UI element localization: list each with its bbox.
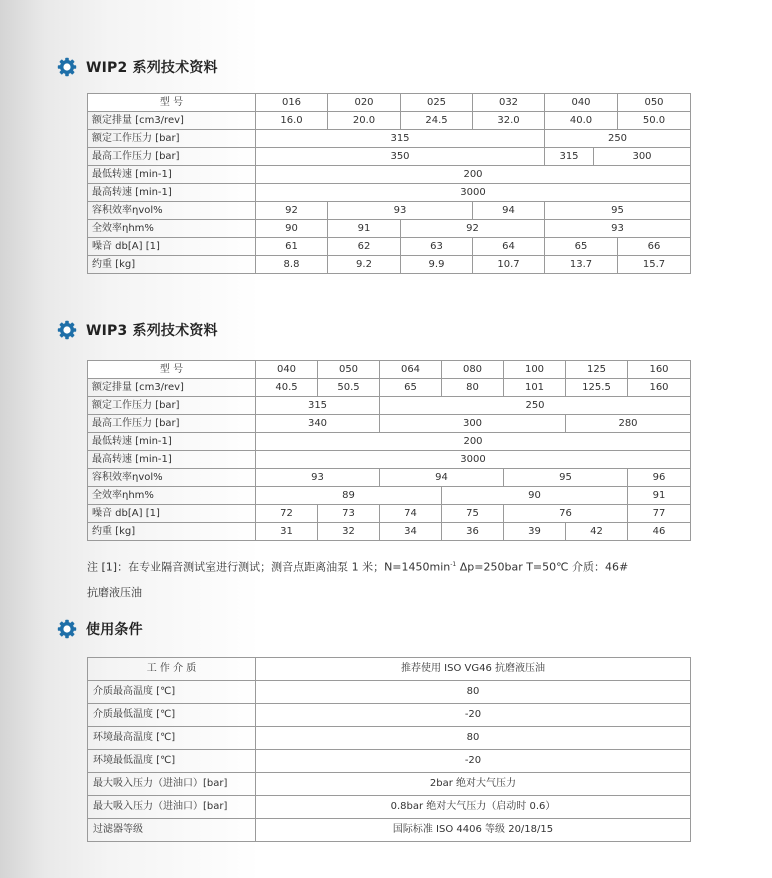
section-title-text: 使用条件: [86, 622, 143, 638]
model-cell: 160: [628, 361, 691, 379]
note-text: Δp=250bar T=50℃ 介质：46#: [456, 560, 629, 574]
table-row: [88, 469, 691, 487]
model-cell: 016: [256, 94, 328, 112]
row-label: 额定工作压力 [bar]: [88, 397, 256, 415]
table-cell: 32: [318, 523, 380, 541]
table-cell: 66: [618, 238, 691, 256]
row-label: 全效率ηhm%: [88, 220, 256, 238]
table-cell: 315: [256, 130, 545, 148]
table-cell: 16.0: [256, 112, 328, 130]
row-label: 额定排量 [cm3/rev]: [88, 379, 256, 397]
table-row: [88, 94, 691, 112]
table-cell: 350: [256, 148, 545, 166]
row-label: 最大吸入压力（进油口）[bar]: [88, 773, 256, 796]
table-row: [88, 704, 691, 727]
table-row: [88, 166, 691, 184]
table-cell: 93: [545, 220, 691, 238]
table-cell: 62: [328, 238, 401, 256]
gear-icon: [57, 57, 77, 77]
table-cell: 61: [256, 238, 328, 256]
table-cell: 315: [256, 397, 380, 415]
table-cell: 76: [504, 505, 628, 523]
table-cell: 0.8bar 绝对大气压力（启动时 0.6）: [256, 796, 691, 819]
row-label: 约重 [kg]: [88, 523, 256, 541]
model-cell: 032: [473, 94, 545, 112]
table-cell: 推荐使用 ISO VG46 抗磨液压油: [256, 658, 691, 681]
table-cell: 65: [545, 238, 618, 256]
row-label: 最低转速 [min-1]: [88, 166, 256, 184]
row-label: 最高工作压力 [bar]: [88, 415, 256, 433]
table-cell: 9.2: [328, 256, 401, 274]
table-cell: 80: [442, 379, 504, 397]
gear-icon: [57, 320, 77, 340]
table-row: [88, 750, 691, 773]
table-row: [88, 487, 691, 505]
table-row: [88, 819, 691, 842]
table-cell: 34: [380, 523, 442, 541]
table-cell: 74: [380, 505, 442, 523]
table-cell: -20: [256, 750, 691, 773]
model-header-label: 型 号: [88, 94, 256, 112]
row-label: 约重 [kg]: [88, 256, 256, 274]
row-label: 额定工作压力 [bar]: [88, 130, 256, 148]
conditions-table: [87, 657, 691, 842]
table-row: [88, 238, 691, 256]
model-cell: 064: [380, 361, 442, 379]
gear-icon: [57, 619, 77, 639]
table-cell: 9.9: [401, 256, 473, 274]
model-cell: 040: [256, 361, 318, 379]
row-label: 容积效率ηvol%: [88, 202, 256, 220]
model-cell: 040: [545, 94, 618, 112]
note-text: 抗磨液压油: [87, 586, 142, 599]
table-cell: 96: [628, 469, 691, 487]
table-row: [88, 796, 691, 819]
table-cell: 94: [473, 202, 545, 220]
table-cell: 77: [628, 505, 691, 523]
table-cell: 92: [256, 202, 328, 220]
table-cell: 40.5: [256, 379, 318, 397]
table-cell: 160: [628, 379, 691, 397]
row-label: 过滤器等级: [88, 819, 256, 842]
table-row: [88, 379, 691, 397]
table-cell: 95: [504, 469, 628, 487]
table-cell: 2bar 绝对大气压力: [256, 773, 691, 796]
table-cell: 90: [442, 487, 628, 505]
table-cell: 50.5: [318, 379, 380, 397]
table-cell: 91: [628, 487, 691, 505]
table-cell: 340: [256, 415, 380, 433]
row-label: 最高转速 [min-1]: [88, 451, 256, 469]
model-cell: 050: [318, 361, 380, 379]
table-cell: 250: [545, 130, 691, 148]
section-title-conditions: [57, 617, 143, 641]
table-row: [88, 773, 691, 796]
table-cell: 250: [380, 397, 691, 415]
table-cell: 94: [380, 469, 504, 487]
table-cell: 64: [473, 238, 545, 256]
table-cell: 73: [318, 505, 380, 523]
table-cell: 101: [504, 379, 566, 397]
table-row: [88, 523, 691, 541]
table-cell: 31: [256, 523, 318, 541]
row-label: 介质最高温度 [℃]: [88, 681, 256, 704]
table-cell: 93: [328, 202, 473, 220]
row-label: 噪音 db[A] [1]: [88, 505, 256, 523]
table-cell: 72: [256, 505, 318, 523]
row-label: 最高转速 [min-1]: [88, 184, 256, 202]
row-label: 介质最低温度 [℃]: [88, 704, 256, 727]
table-row: [88, 505, 691, 523]
table-row: [88, 451, 691, 469]
model-cell: 020: [328, 94, 401, 112]
table-cell: 15.7: [618, 256, 691, 274]
table-cell: 200: [256, 433, 691, 451]
table-cell: 89: [256, 487, 442, 505]
table-row: [88, 202, 691, 220]
table-cell: 80: [256, 681, 691, 704]
model-cell: 125: [566, 361, 628, 379]
row-label: 环境最高温度 [℃]: [88, 727, 256, 750]
table-cell: 10.7: [473, 256, 545, 274]
table-cell: 40.0: [545, 112, 618, 130]
table-row: [88, 727, 691, 750]
model-cell: 080: [442, 361, 504, 379]
table-cell: 200: [256, 166, 691, 184]
row-label: 容积效率ηvol%: [88, 469, 256, 487]
table-cell: 50.0: [618, 112, 691, 130]
table-cell: 3000: [256, 184, 691, 202]
table-cell: 63: [401, 238, 473, 256]
table-row: [88, 681, 691, 704]
section-title-text: WIP3 系列技术资料: [86, 323, 218, 339]
table-cell: 39: [504, 523, 566, 541]
table-row: [88, 361, 691, 379]
model-cell: 025: [401, 94, 473, 112]
table-row: [88, 658, 691, 681]
note-text: 注 [1]：在专业隔音测试室进行测试；测音点距离油泵 1 米；N=1450min: [87, 560, 451, 574]
model-cell: 100: [504, 361, 566, 379]
table-cell: 13.7: [545, 256, 618, 274]
row-label: 环境最低温度 [℃]: [88, 750, 256, 773]
table-cell: 300: [380, 415, 566, 433]
note-superscript: -1: [450, 561, 457, 568]
section-title-wip2: [57, 55, 218, 79]
table-row: [88, 415, 691, 433]
table-cell: 280: [566, 415, 691, 433]
section-title-text: WIP2 系列技术资料: [86, 60, 218, 76]
table-cell: 95: [545, 202, 691, 220]
table-row: [88, 256, 691, 274]
table-row: [88, 220, 691, 238]
table-cell: 90: [256, 220, 328, 238]
table-cell: 93: [256, 469, 380, 487]
table-row: [88, 130, 691, 148]
row-label: 最高工作压力 [bar]: [88, 148, 256, 166]
row-label: 最低转速 [min-1]: [88, 433, 256, 451]
table-cell: 国际标准 ISO 4406 等级 20/18/15: [256, 819, 691, 842]
table-row: [88, 148, 691, 166]
table-cell: 20.0: [328, 112, 401, 130]
table-cell: 32.0: [473, 112, 545, 130]
table-cell: 36: [442, 523, 504, 541]
row-label: 工 作 介 质: [88, 658, 256, 681]
wip3-spec-table: [87, 360, 691, 541]
table-row: [88, 112, 691, 130]
section-title-wip3: [57, 318, 218, 342]
wip2-spec-table: [87, 93, 691, 274]
table-cell: 92: [401, 220, 545, 238]
model-header-label: 型 号: [88, 361, 256, 379]
row-label: 噪音 db[A] [1]: [88, 238, 256, 256]
table-cell: 300: [594, 148, 691, 166]
table-cell: 315: [545, 148, 594, 166]
table-row: [88, 184, 691, 202]
table-cell: -20: [256, 704, 691, 727]
table-cell: 8.8: [256, 256, 328, 274]
table-cell: 3000: [256, 451, 691, 469]
table-cell: 46: [628, 523, 691, 541]
test-note-line2: [87, 585, 707, 601]
table-cell: 80: [256, 727, 691, 750]
row-label: 最大吸入压力（进油口）[bar]: [88, 796, 256, 819]
row-label: 额定排量 [cm3/rev]: [88, 112, 256, 130]
table-cell: 42: [566, 523, 628, 541]
table-row: [88, 397, 691, 415]
model-cell: 050: [618, 94, 691, 112]
test-note: [87, 557, 707, 576]
table-row: [88, 433, 691, 451]
table-cell: 65: [380, 379, 442, 397]
table-cell: 24.5: [401, 112, 473, 130]
table-cell: 91: [328, 220, 401, 238]
table-cell: 75: [442, 505, 504, 523]
row-label: 全效率ηhm%: [88, 487, 256, 505]
table-cell: 125.5: [566, 379, 628, 397]
